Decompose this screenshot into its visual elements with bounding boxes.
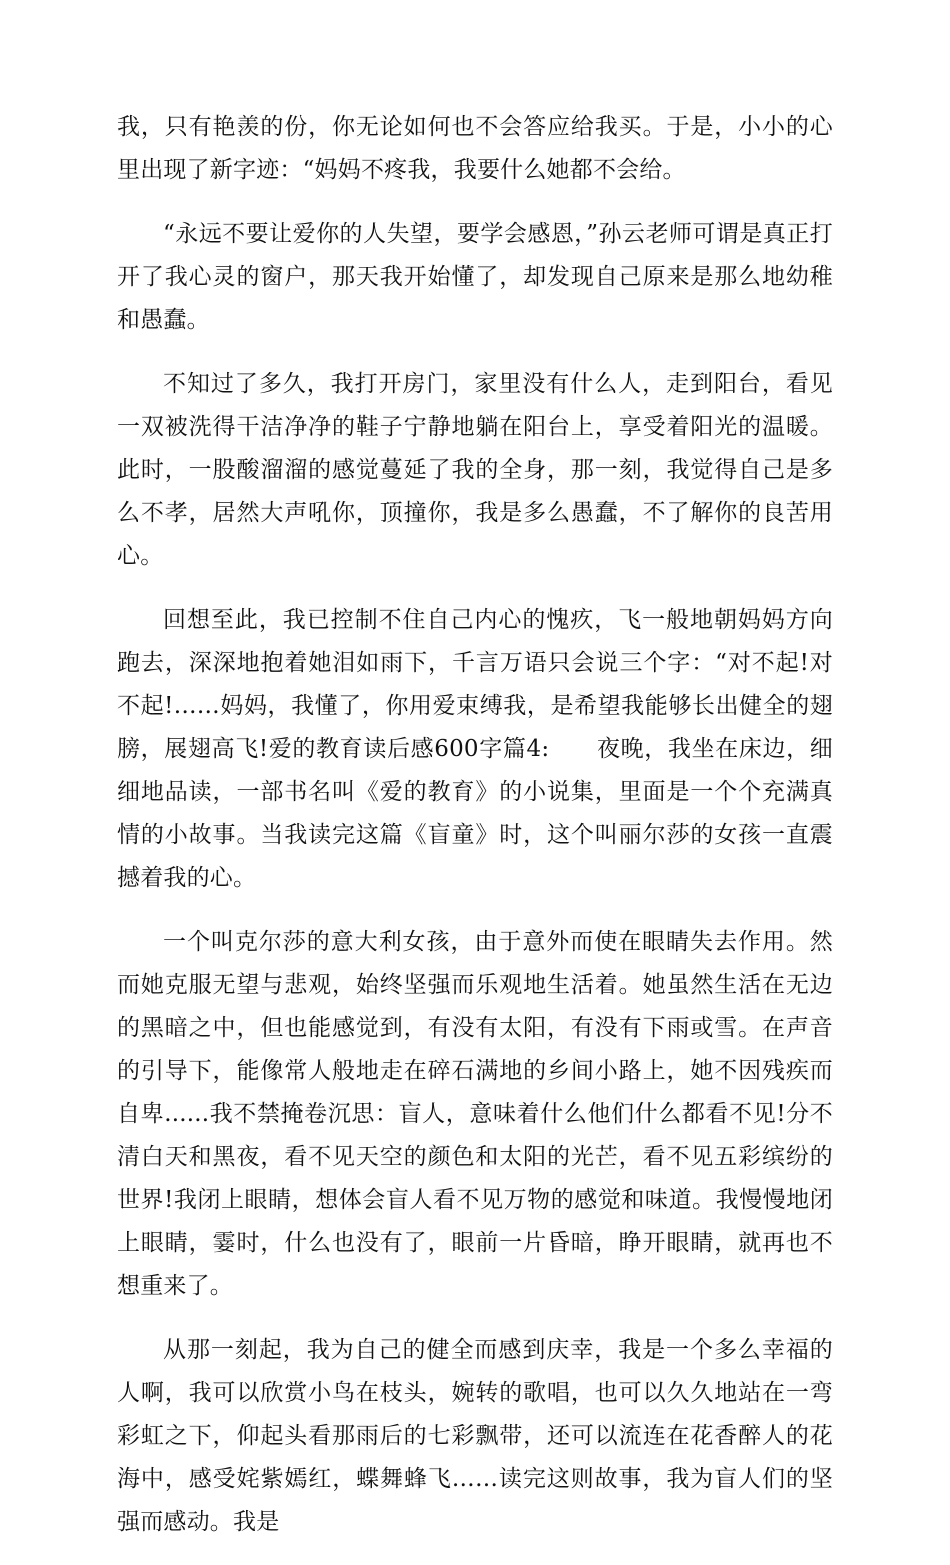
paragraph-4: 回想至此，我已控制不住自己内心的愧疚，飞一般地朝妈妈方向跑去，深深地抱着她泪如雨下，千言万语只会说三个字：“对不起!对不起!……妈妈，我懂了，你用爱束缚我，是希望我能够长出健全的翅膀，展翅高飞!爱的教育读后感600字篇4: 夜晚，我坐在床边，细细地品读，一部书名叫《爱的教育》的小说集，里面是一个个充满真情的小故事。当我读完这篇《盲童》时，这个叫丽尔莎的女孩一直震撼着我的心。 xyxy=(117,607,833,891)
paragraph-5: 一个叫克尔莎的意大利女孩，由于意外而使在眼睛失去作用。然而她克服无望与悲观，始终坚强而乐观地生活着。她虽然生活在无边的黑暗之中，但也能感觉到，有没有太阳，有没有下雨或雪。在声音的引导下，能像常人般地走在碎石满地的乡间小路上，她不因残疾而自卑......我不禁掩卷沉思：盲人，意味着什么他们什么都看不见!分不清白天和黑夜，看不见天空的颜色和太阳的光芒，看不见五彩缤纷的世界!我闭上眼睛，想体会盲人看不见万物的感觉和味道。我慢慢地闭上眼睛，霎时，什么也没有了，眼前一片昏暗，睁开眼睛，就再也不想重来了。 xyxy=(117,929,833,1299)
paragraph-3: 不知过了多久，我打开房门，家里没有什么人，走到阳台，看见一双被洗得干洁净净的鞋子宁静地躺在阳台上，享受着阳光的温暖。此时，一股酸溜溜的感觉蔓延了我的全身，那一刻，我觉得自己是多么不孝，居然大声吼你，顶撞你，我是多么愚蠢，不了解你的良苦用心。 xyxy=(117,371,833,569)
paragraph-6: 从那一刻起，我为自己的健全而感到庆幸，我是一个多么幸福的人啊，我可以欣赏小鸟在枝头，婉转的歌唱，也可以久久地站在一弯彩虹之下，仰起头看那雨后的七彩飘带，还可以流连在花香醉人的花海中，感受姹紫嫣红，蝶舞蜂飞……读完这则故事，我为盲人们的坚强而感动。我是 xyxy=(117,1337,833,1535)
paragraph-1: 我，只有艳羡的份，你无论如何也不会答应给我买。于是，小小的心里出现了新字迹：“妈妈不疼我，我要什么她都不会给。 xyxy=(117,114,833,183)
paragraph-2: “永远不要让爱你的人失望，要学会感恩，”孙云老师可谓是真正打开了我心灵的窗户，那天我开始懂了，却发现自己原来是那么地幼稚和愚蠢。 xyxy=(117,221,833,333)
document-body xyxy=(117,106,833,1565)
